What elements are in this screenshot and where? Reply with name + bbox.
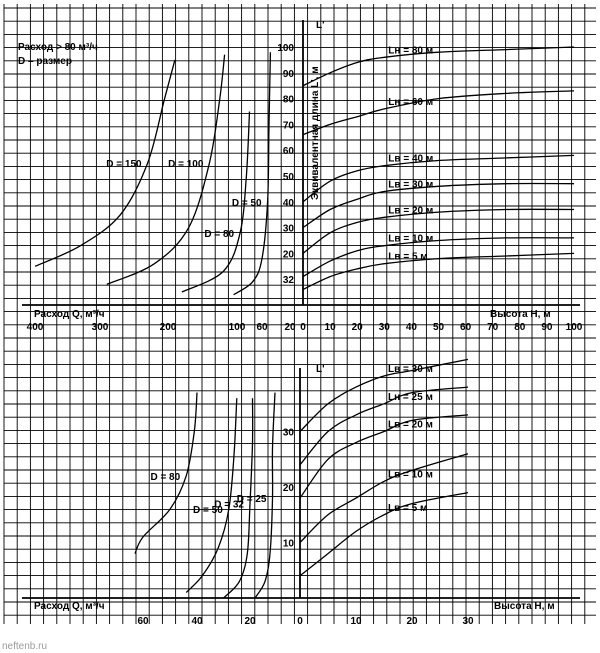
upper-left-tick-label: 100 [228,322,246,333]
upper-right-curve-label: Lв = 20 м [388,205,434,217]
upper-left-curve-label: D = 80 [204,228,235,240]
upper-y-tick-label: 50 [282,172,294,183]
upper-right-curve-label: Lн = 80 м [388,45,434,57]
upper-y-tick-label: 20 [282,249,294,261]
lower-right-axis-label: Высота H, м [494,601,555,612]
upper-right-tick-label: 60 [460,322,472,333]
lower-right-curve-label: Lв = 5 м [388,502,428,514]
upper-left-curve-label: D = 150 [106,159,142,171]
upper-left-tick-label: 60 [256,322,268,333]
lower-left-curve-label: D = 80 [150,471,181,483]
upper-y-tick-label: 60 [282,146,294,158]
upper-right-curve-label: Lв = 10 м [388,233,434,245]
upper-title-line-1: Расход > 80 м³/ч [18,42,98,53]
lower-left-tick-label: 20 [244,616,256,627]
lower-y-tick-label: 20 [282,483,294,494]
lower-left-curve [186,398,237,592]
upper-right-curve-label: Lн = 60 м [388,96,434,108]
lower-left-curve-label: D = 32 [214,499,244,511]
upper-right-tick-label: 40 [405,322,417,333]
lower-right-curve [300,359,468,431]
upper-y-tick-label: 70 [282,120,294,132]
upper-y-axis-label: Эквивалентная длина L', м [310,66,321,200]
upper-right-curve [303,91,574,135]
lower-right-curve-label: Lв = 20 м [388,419,433,431]
upper-right-curve [303,155,574,201]
lower-right-curve [300,493,468,576]
upper-right-tick-label: 100 [565,322,583,333]
upper-left-tick-label: 20 [284,322,296,333]
lower-right-tick-label: 30 [462,616,474,627]
upper-right-curve-label: Lв = 40 м [388,153,434,165]
upper-y-tick-label: 30 [282,223,294,235]
upper-right-tick-label: 30 [378,322,390,333]
upper-left-tick-label: 200 [159,322,177,333]
upper-left-curve-label: D = 100 [168,159,204,171]
upper-right-curve [303,47,574,86]
upper-right-tick-label: 10 [324,322,336,333]
upper-y-tick-label: 90 [282,68,294,80]
lower-left-axis-label: Расход Q, м³/ч [34,601,105,612]
lower-right-tick-label: 20 [406,616,418,627]
upper-right-axis-label: Высота H, м [490,309,551,320]
lower-right-curve-label: Lв = 30 м [388,364,433,375]
upper-left-axis-label: Расход Q, м³/ч [34,309,105,320]
lower-right-tick-label: 10 [350,616,362,627]
upper-left-curve-label: D = 50 [231,197,262,209]
lower-left-curve-label: D = 25 [236,494,267,506]
lower-left-tick-label: 0 [297,616,303,627]
texts [27,43,583,627]
upper-right-tick-label: 80 [514,322,526,333]
upper-right-tick-label: 90 [541,322,553,333]
upper-right-tick-label: 20 [351,322,363,333]
upper-title-line-2: D – размер [18,56,72,67]
lower-right-curve [300,387,468,465]
upper-left-tick-label: 300 [91,322,109,333]
upper-right-curve [303,209,574,253]
upper-y-axis-symbol: L' [316,20,325,31]
lower-right-curve-label: Lн = 25 м [388,391,433,403]
upper-y-tick-label: 32 [282,275,294,287]
lower-right-curve [300,454,468,543]
upper-right-curve-label: Lв = 5 м [388,251,428,263]
lower-y-tick-label: 30 [282,427,294,439]
upper-right-tick-label: 50 [432,322,445,333]
lower-left-curve-label: D = 50 [193,505,223,517]
upper-y-tick-label: 40 [282,197,294,209]
watermark: neftenb.ru [2,641,48,652]
upper-left-tick-label: 400 [26,322,44,333]
lower-left-tick-label: 60 [137,616,149,627]
upper-y-tick-label: 100 [277,43,294,54]
lower-left-tick-label: 40 [191,616,203,627]
upper-right-tick-label: 0 [300,322,306,333]
upper-right-curve [303,238,574,277]
upper-left-curve [231,52,271,295]
lower-y-axis-symbol: L' [316,364,325,375]
upper-left-curve [35,60,175,266]
lower-right-curve-label: Lв = 10 м [388,469,433,481]
upper-right-tick-label: 70 [487,322,499,333]
upper-y-tick-label: 80 [282,94,294,106]
upper-right-curve-label: Lв = 30 м [388,179,434,191]
lower-y-tick-label: 10 [282,538,294,550]
